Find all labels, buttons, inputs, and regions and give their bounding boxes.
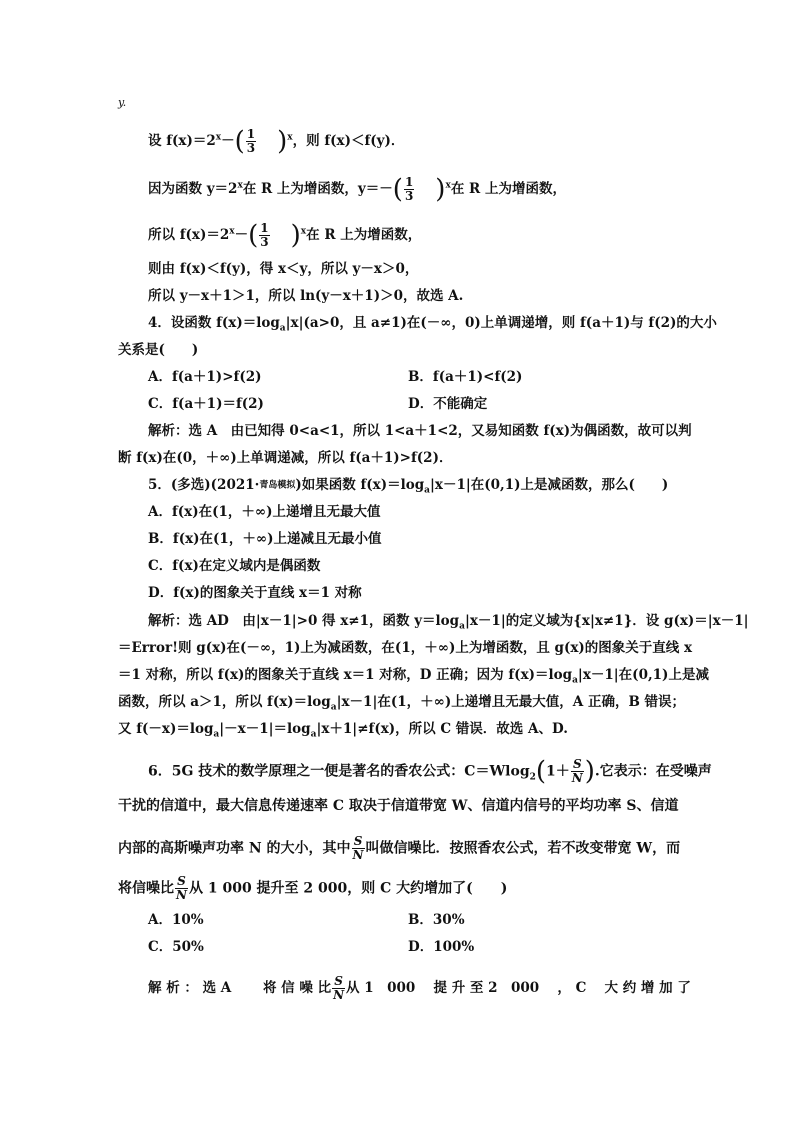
line-text: 从 1 000 提 升 至 2 000 ， C 大 约 增 加 了 xyxy=(346,980,691,996)
superscript: x xyxy=(229,226,235,237)
line-text: )如果函数 f(x)＝log xyxy=(295,477,425,493)
option-b xyxy=(148,530,381,548)
subscript: a xyxy=(572,675,578,686)
line-text: D．100% xyxy=(408,939,475,955)
line-text: A．10% xyxy=(148,912,204,928)
text-line xyxy=(118,341,198,359)
line-text: 所以 y－x＋1＞1，所以 ln(y－x＋1)＞0，故选 A. xyxy=(148,288,464,304)
line-text: － xyxy=(221,133,235,149)
line-text: |x＋1|≠f(x)，所以 C 错误．故选 A、D. xyxy=(316,721,568,737)
option-c xyxy=(148,395,264,413)
line-text: 1＋ xyxy=(546,763,570,780)
option-a xyxy=(148,503,381,521)
question-5-stem xyxy=(148,476,668,495)
line-text: 解析：选 AD 由|x－1|>0 得 x≠1，函数 y＝log xyxy=(148,613,460,629)
line-text: 从 1 000 提升至 2 000，则 C 大约增加了( ) xyxy=(188,880,508,897)
fraction-denominator: N xyxy=(176,888,187,902)
paren-close: ) xyxy=(584,756,595,787)
superscript: x xyxy=(300,226,307,237)
line-text: A．f(a＋1)>f(2) xyxy=(148,369,262,385)
line-text: 在 R 上为增函数， xyxy=(306,227,422,243)
line-text: .它表示：在受噪声 xyxy=(594,763,712,780)
line-text: ＝1 对称，所以 f(x)的图象关于直线 x＝1 对称，D 正确；因为 f(x)＝log xyxy=(118,667,573,683)
fraction-numerator: 1 xyxy=(404,175,414,189)
line-text: D．f(x)的图象关于直线 x＝1 对称 xyxy=(148,585,362,601)
text-line xyxy=(148,260,418,278)
line-text: ，则 f(x)＜f(y)． xyxy=(292,133,405,149)
option-a xyxy=(148,911,204,929)
line-text: |x－1|在(0,1)上是减 xyxy=(577,667,709,683)
subscript: 2 xyxy=(529,772,536,783)
line-text: C．50% xyxy=(148,939,204,955)
line-text: 则由 f(x)＜f(y)，得 x＜y，所以 y－x＞0， xyxy=(148,261,419,277)
line-text: C．f(x)在定义域内是偶函数 xyxy=(148,558,321,574)
fraction-numerator: S xyxy=(571,758,584,772)
fraction-numerator: S xyxy=(332,975,345,989)
option-b xyxy=(408,368,522,386)
line-text: 解析：选 A 由已知得 0<a<1，所以 1<a＋1<2，又易知函数 f(x)为偶函数，故可以判 xyxy=(148,423,692,439)
line-text: 6．5G 技术的数学原理之一便是著名的香农公式：C＝Wlog xyxy=(148,763,530,780)
line-text: |x－1|在(1，＋∞)上递增且无最大值，A 正确，B 错误； xyxy=(336,694,686,710)
solution-text xyxy=(118,639,692,657)
line-text: A．f(x)在(1，＋∞)上递增且无最大值 xyxy=(148,504,381,520)
line-text: 设 f(x)＝2 xyxy=(148,133,216,149)
line-text: 在 R 上为增函数，y＝－ xyxy=(242,181,393,197)
line-text: C．f(a＋1)＝f(2) xyxy=(148,396,264,412)
line-text: 所以 f(x)＝2 xyxy=(148,227,230,243)
paren-open: ( xyxy=(234,126,245,157)
line-text: D．不能确定 xyxy=(408,396,488,412)
option-c xyxy=(148,557,320,575)
fraction xyxy=(571,758,584,785)
paren-close: ) xyxy=(435,174,446,205)
text-line xyxy=(118,797,678,815)
fraction xyxy=(352,835,365,862)
fraction-numerator: S xyxy=(352,835,365,849)
text-line xyxy=(148,222,421,249)
line-text: 函数，所以 a＞1，所以 f(x)＝log xyxy=(118,694,331,710)
text-line xyxy=(118,875,507,902)
fraction-numerator: 1 xyxy=(246,127,256,141)
source-tag: 青岛模拟 xyxy=(259,480,296,491)
subscript: a xyxy=(424,485,430,496)
line-text: 4．设函数 f(x)＝log xyxy=(148,315,280,331)
option-c xyxy=(148,938,204,956)
fraction-denominator: N xyxy=(352,848,364,862)
line-text: B．f(a＋1)<f(2) xyxy=(408,369,523,385)
line-text: 在 R 上为增函数， xyxy=(450,181,566,197)
text-line xyxy=(148,176,566,203)
question-4-stem xyxy=(148,314,717,332)
subscript: a xyxy=(330,702,337,713)
line-text: － xyxy=(234,227,249,243)
paren-open: ( xyxy=(535,756,547,787)
line-text: B．f(x)在(1，＋∞)上递减且无最小值 xyxy=(148,531,382,547)
superscript: x xyxy=(445,180,451,191)
line-text: 内部的高斯噪声功率 N 的大小，其中 xyxy=(118,840,351,857)
paren-close: ) xyxy=(277,126,288,157)
question-6-stem xyxy=(148,758,712,785)
solution-text xyxy=(148,975,691,1002)
text-line xyxy=(118,835,680,862)
fraction-denominator: 3 xyxy=(404,189,414,203)
text-line xyxy=(148,287,463,305)
line-text: 叫做信噪比．按照香农公式，若不改变带宽 W，而 xyxy=(365,840,681,857)
line-text: 断 f(x)在(0，＋∞)上单调递减，所以 f(a＋1)>f(2)． xyxy=(118,450,453,466)
option-d xyxy=(148,584,362,602)
solution-text xyxy=(118,449,452,467)
line-text: 干扰的信道中，最大信息传递速率 C 取决于信道带宽 W、信道内信号的平均功率 S、信道 xyxy=(118,798,679,814)
line-text: B．30% xyxy=(408,912,465,928)
fraction-numerator: S xyxy=(175,875,188,889)
fraction xyxy=(332,975,345,1002)
text-line xyxy=(148,128,404,155)
solution-text xyxy=(118,693,685,711)
line-text: |x|(a>0，且 a≠1)在(－∞，0)上单调递增，则 f(a＋1)与 f(2)的大小 xyxy=(285,315,717,331)
superscript: x xyxy=(237,180,243,191)
line-text: 关系是( ) xyxy=(118,342,199,358)
line-text: |x－1|在(0,1)上是减函数，那么( ) xyxy=(430,477,669,493)
text-line xyxy=(118,94,126,112)
option-a xyxy=(148,368,261,386)
line-text: 解 析 ： 选 A 将 信 噪 比 xyxy=(148,980,332,996)
line-text: 5．(多选)(2021· xyxy=(148,477,260,493)
fraction xyxy=(404,176,414,203)
subscript: a xyxy=(310,729,317,740)
paren-open: ( xyxy=(392,174,403,205)
solution-text xyxy=(148,422,692,440)
subscript: a xyxy=(213,729,220,740)
fraction-denominator: N xyxy=(571,771,583,785)
solution-text xyxy=(118,666,709,684)
line-text: 又 f(－x)＝log xyxy=(118,721,214,737)
superscript: x xyxy=(287,132,293,143)
fraction xyxy=(175,875,188,902)
line-text: |x－1|的定义域为{x|x≠1}．设 g(x)＝|x－1| xyxy=(464,613,749,629)
subscript: a xyxy=(459,621,465,632)
line-text: |－x－1|＝log xyxy=(219,721,311,737)
line-text: ＝Error!则 g(x)在(－∞，1)上为减函数，在(1，＋∞)上为增函数，且 g(x)的图象关于直线 x xyxy=(118,640,693,656)
solution-text xyxy=(148,612,749,630)
line-text: y. xyxy=(118,96,127,109)
line-text: 因为函数 y＝2 xyxy=(148,181,238,197)
fraction-numerator: 1 xyxy=(260,221,269,235)
subscript: a xyxy=(279,323,286,334)
option-d xyxy=(408,938,474,956)
option-b xyxy=(408,911,465,929)
solution-text xyxy=(118,720,568,738)
fraction xyxy=(259,222,269,249)
superscript: x xyxy=(215,132,222,143)
fraction-denominator: 3 xyxy=(246,141,256,155)
line-text: 将信噪比 xyxy=(118,880,174,897)
fraction xyxy=(246,128,256,155)
paren-open: ( xyxy=(248,220,259,251)
paren-close: ) xyxy=(290,220,301,251)
option-d xyxy=(408,395,487,413)
fraction-denominator: N xyxy=(333,988,345,1002)
fraction-denominator: 3 xyxy=(260,235,269,249)
